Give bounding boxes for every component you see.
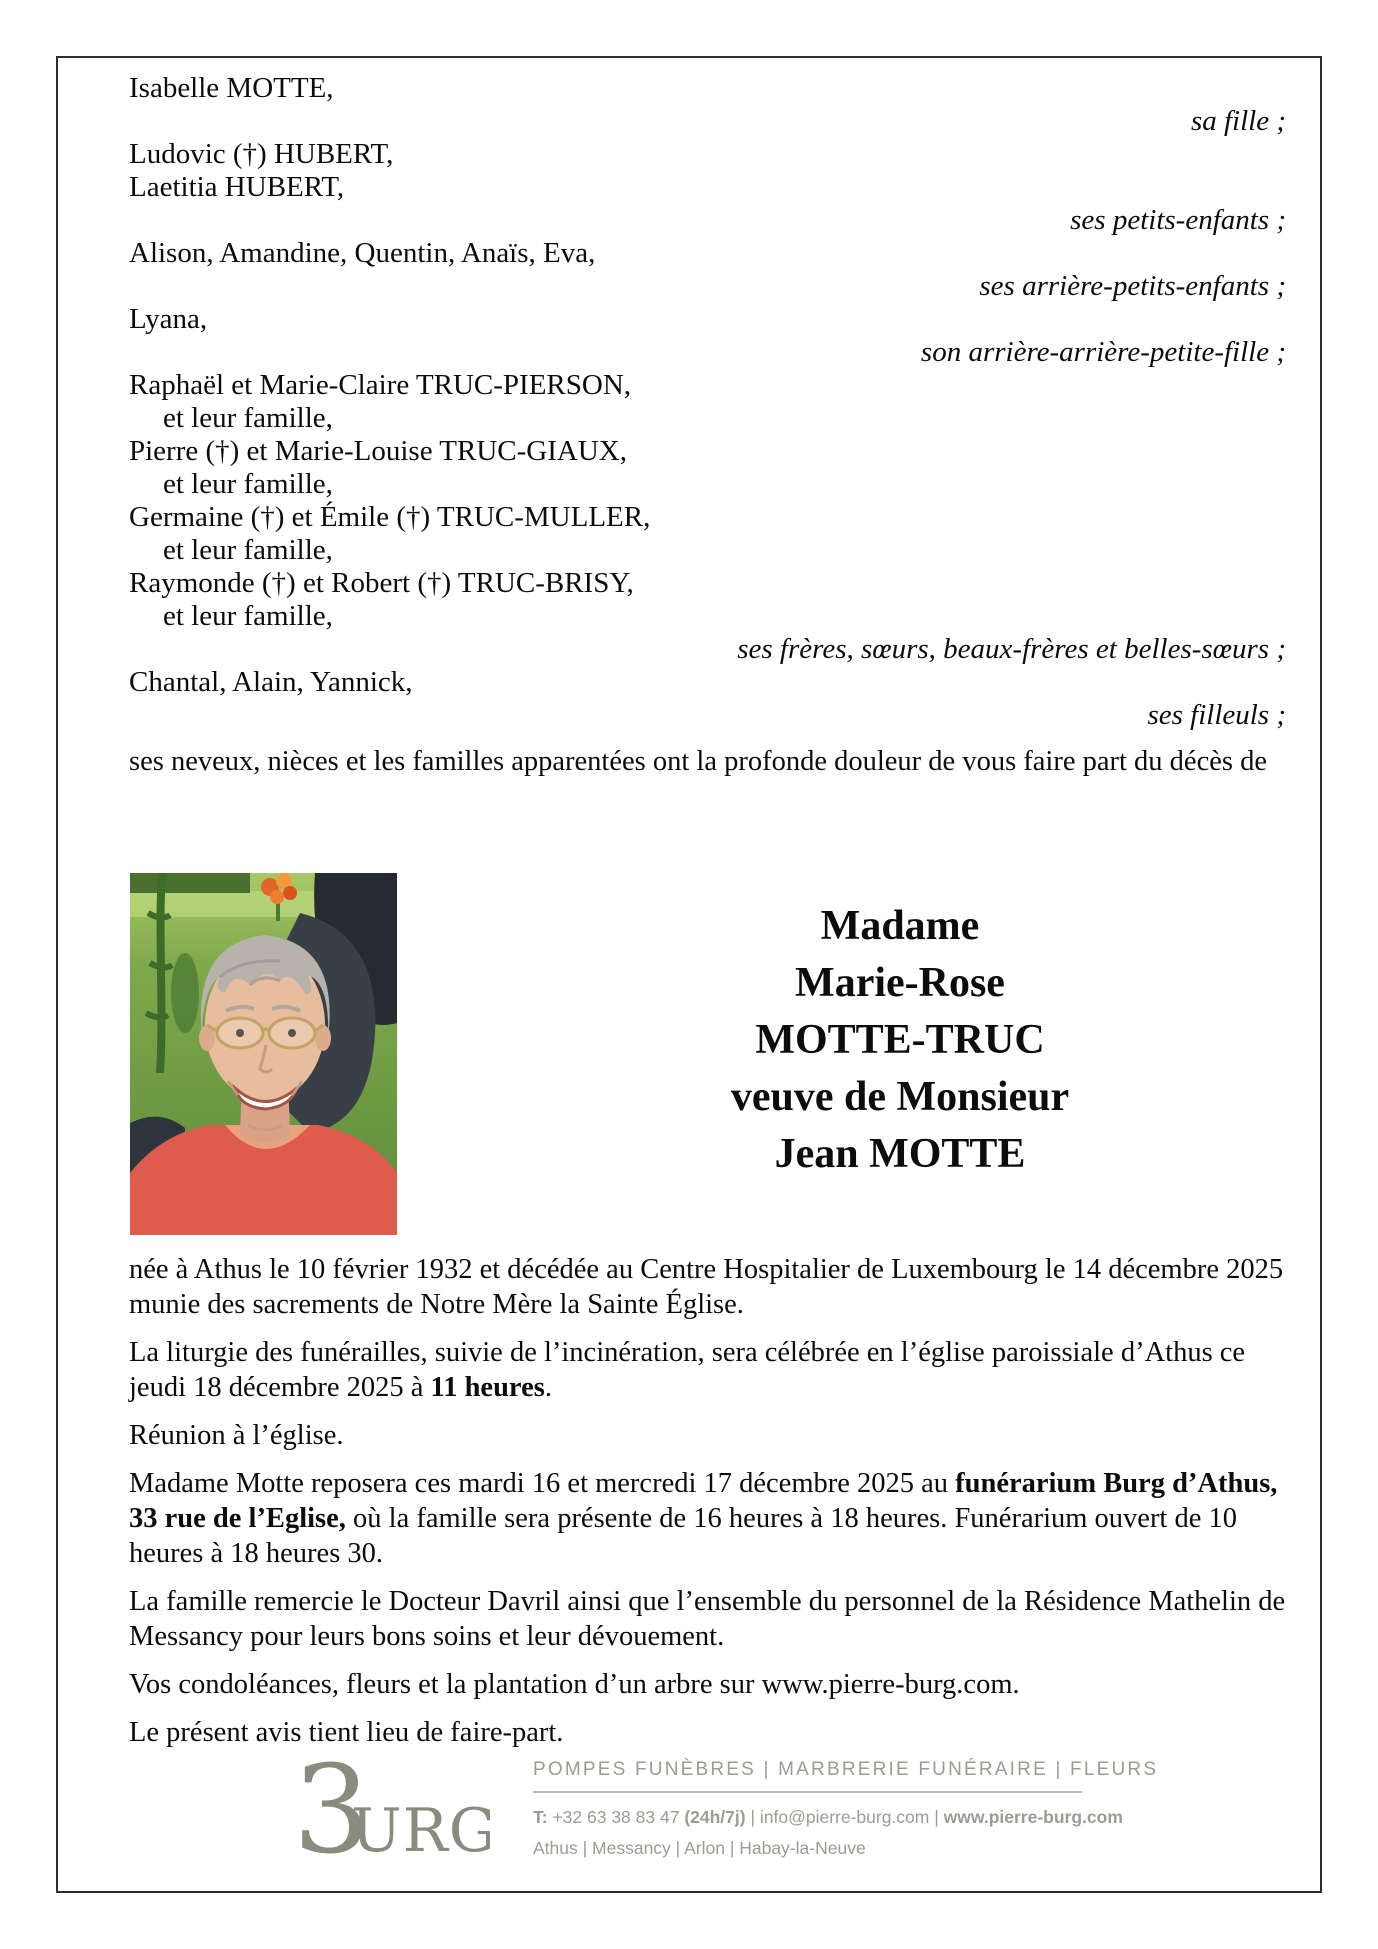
announcement-paragraph: née à Athus le 10 février 1932 et décédée au Centre Hospitalier de Luxembourg le 14 décembre 2025 munie des sacrements de Notre Mère la Sainte Église. [129, 1254, 1284, 1320]
family-lines [129, 72, 1286, 732]
announcement-paragraph: Réunion à l’église. [129, 1420, 344, 1451]
title-line-madame: Madame [820, 903, 980, 949]
names-line: et leur famille, [163, 468, 333, 500]
relation-line: ses frères, sœurs, beaux-frères et belles-sœurs ; [737, 633, 1286, 665]
title-line-husband: Jean MOTTE [774, 1131, 1026, 1177]
portrait-illustration [130, 873, 397, 1235]
announcement-paragraph: La liturgie des funérailles, suivie de l’incinération, sera célébrée en l’église paroissiale d’Athus ce jeudi 18 décembre 2025 à 11 heures. [129, 1337, 1246, 1403]
footer-divider [533, 1791, 1082, 1793]
relation-line: ses arrière-petits-enfants ; [979, 270, 1286, 302]
title-line-surname: MOTTE-TRUC [755, 1017, 1045, 1063]
announcement-paragraph: La famille remercie le Docteur Davril ainsi que l’ensemble du personnel de la Résidence Mathelin de Messancy pour leurs bons soins et leur dévouement. [129, 1586, 1286, 1652]
footer-tagline: POMPES FUNÈBRES | MARBRERIE FUNÉRAIRE | FLEURS [533, 1759, 1159, 1780]
names-line: Raymonde (†) et Robert (†) TRUC-BRISY, [129, 567, 634, 599]
footer-contact-line: T: +32 63 38 83 47 (24h/7j) | info@pierre-burg.com | www.pierre-burg.com [533, 1807, 1123, 1827]
burg-logo-graphic [295, 1760, 490, 1860]
title-line-widow: veuve de Monsieur [730, 1074, 1070, 1120]
announcement-paragraph: Le présent avis tient lieu de faire-part. [129, 1717, 564, 1748]
announcement-paragraph: Vos condoléances, fleurs et la plantation d’un arbre sur www.pierre-burg.com. [129, 1669, 1020, 1700]
announcement-paragraph: Madame Motte reposera ces mardi 16 et mercredi 17 décembre 2025 au funérarium Burg d’Athus, 33 rue de l’Eglise, où la famille sera présente de 16 heures à 18 heures. Funérarium ouvert de 10 heures à 18 heures 30. [129, 1468, 1278, 1569]
relation-line: son arrière-arrière-petite-fille ; [920, 336, 1286, 368]
burg-logo [295, 1760, 490, 1860]
burg-logo-big-letter: 3 [295, 1760, 371, 1860]
family-block [129, 72, 1286, 779]
names-line: Isabelle MOTTE, [129, 72, 334, 104]
portrait-photo [130, 873, 397, 1235]
names-line: Laetitia HUBERT, [129, 171, 345, 203]
names-line: Raphaël et Marie-Claire TRUC-PIERSON, [129, 369, 632, 401]
names-line: Ludovic (†) HUBERT, [129, 138, 394, 170]
deceased-title-block [430, 898, 1370, 1183]
burg-logo-rest: URG [351, 1796, 490, 1860]
announcement-paragraphs [129, 1252, 1286, 1763]
footer-cities: Athus | Messancy | Arlon | Habay-la-Neuve [533, 1838, 866, 1858]
names-line: Germaine (†) et Émile (†) TRUC-MULLER, [129, 501, 651, 533]
title-line-firstname: Marie-Rose [795, 960, 1005, 1006]
names-line: Alison, Amandine, Quentin, Anaïs, Eva, [129, 237, 596, 269]
relation-line: sa fille ; [1190, 105, 1286, 137]
footer-contact-block [533, 1758, 1159, 1859]
relation-line: ses petits-enfants ; [1070, 204, 1286, 236]
names-line: et leur famille, [163, 600, 333, 632]
names-line: Chantal, Alain, Yannick, [129, 666, 413, 698]
names-line: et leur famille, [163, 534, 333, 566]
relation-line: ses filleuls ; [1147, 699, 1286, 731]
names-line: Pierre (†) et Marie-Louise TRUC-GIAUX, [129, 435, 627, 467]
names-line: et leur famille, [163, 402, 333, 434]
names-line: Lyana, [129, 303, 208, 335]
intro-text: ses neveux, nièces et les familles apparentées ont la profonde douleur de vous faire part du décès de [129, 746, 1267, 777]
